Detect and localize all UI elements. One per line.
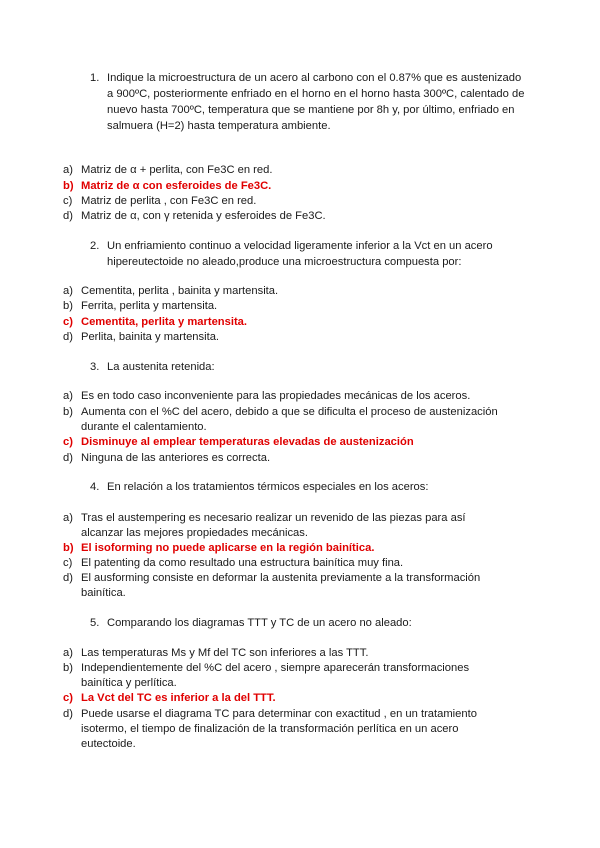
option-text: bainítica y perlítica. <box>81 677 177 689</box>
option-label: a) <box>63 512 73 524</box>
option-text: Matriz de perlita , con Fe3C en red. <box>81 195 257 207</box>
option-label: a) <box>63 390 73 402</box>
question-text: Comparando los diagramas TTT y TC de un acero no aleado: <box>107 617 412 629</box>
correct-option-label: b) <box>63 542 74 554</box>
correct-option-text: La Vct del TC es inferior a la del TTT. <box>81 692 276 704</box>
option-text: Cementita, perlita , bainita y martensita. <box>81 285 279 297</box>
option-label: d) <box>63 572 73 584</box>
question-text: hipereutectoide no aleado,produce una microestructura compuesta por: <box>107 256 462 268</box>
option-text: Las temperaturas Ms y Mf del TC son inferiores a las TTT. <box>81 647 369 659</box>
option-text: Tras el austempering es necesario realizar un revenido de las piezas para así <box>81 512 466 524</box>
option-label: a) <box>63 647 73 659</box>
question-number: 4. <box>90 481 100 493</box>
option-text: Es en todo caso inconveniente para las propiedades mecánicas de los aceros. <box>81 390 471 402</box>
correct-option-text: El isoforming no puede aplicarse en la región bainítica. <box>81 542 375 554</box>
option-label: c) <box>63 557 73 569</box>
option-text: isotermo, el tiempo de finalización de la transformación perlítica en un acero <box>81 723 459 735</box>
correct-option-text: Matriz de α con esferoides de Fe3C. <box>81 180 272 192</box>
option-text: Ninguna de las anteriores es correcta. <box>81 452 271 464</box>
option-text: El ausforming consiste en deformar la austenita previamente a la transformación <box>81 572 481 584</box>
correct-option-label: c) <box>63 692 73 704</box>
option-label: b) <box>63 300 73 312</box>
option-text: durante el calentamiento. <box>81 421 207 433</box>
option-label: c) <box>63 195 73 207</box>
question-number: 1. <box>90 72 100 84</box>
question-text: a 900ºC, posteriormente enfriado en el horno en el horno hasta 300ºC, calentado de <box>107 88 525 100</box>
option-text: bainítica. <box>81 587 126 599</box>
question-number: 2. <box>90 240 100 252</box>
question-text: nuevo hasta 700ºC, temperatura que se mantiene por 8h y, por último, enfriado en <box>107 104 515 116</box>
correct-option-label: c) <box>63 316 73 328</box>
option-text: Aumenta con el %C del acero, debido a que se dificulta el proceso de austenización <box>81 406 498 418</box>
question-text: Un enfriamiento continuo a velocidad ligeramente inferior a la Vct en un acero <box>107 240 493 252</box>
correct-option-text: Disminuye al emplear temperaturas elevadas de austenización <box>81 436 414 448</box>
option-label: d) <box>63 331 73 343</box>
option-text: Puede usarse el diagrama TC para determinar con exactitud , en un tratamiento <box>81 708 477 720</box>
option-label: a) <box>63 285 73 297</box>
option-text: alcanzar las mejores propiedades mecánicas. <box>81 527 308 539</box>
option-text: Ferrita, perlita y martensita. <box>81 300 218 312</box>
option-label: b) <box>63 406 73 418</box>
question-number: 3. <box>90 361 100 373</box>
option-label: d) <box>63 452 73 464</box>
question-text: En relación a los tratamientos térmicos especiales en los aceros: <box>107 481 429 493</box>
option-label: b) <box>63 662 73 674</box>
correct-option-text: Cementita, perlita y martensita. <box>81 316 248 328</box>
option-text: Perlita, bainita y martensita. <box>81 331 220 343</box>
option-label: a) <box>63 164 73 176</box>
option-text: Matriz de α, con γ retenida y esferoides de Fe3C. <box>81 210 326 222</box>
correct-option-label: b) <box>63 180 74 192</box>
question-text: Indique la microestructura de un acero al carbono con el 0.87% que es austenizado <box>107 72 522 84</box>
option-text: El patenting da como resultado una estructura bainítica muy fina. <box>81 557 404 569</box>
option-text: Matriz de α + perlita, con Fe3C en red. <box>81 164 273 176</box>
option-text: eutectoide. <box>81 738 136 750</box>
option-label: d) <box>63 708 73 720</box>
question-text: La austenita retenida: <box>107 361 215 373</box>
question-text: salmuera (H=2) hasta temperatura ambiente. <box>107 120 331 132</box>
correct-option-label: c) <box>63 436 73 448</box>
option-label: d) <box>63 210 73 222</box>
option-text: Independientemente del %C del acero , siempre aparecerán transformaciones <box>81 662 470 674</box>
question-number: 5. <box>90 617 100 629</box>
